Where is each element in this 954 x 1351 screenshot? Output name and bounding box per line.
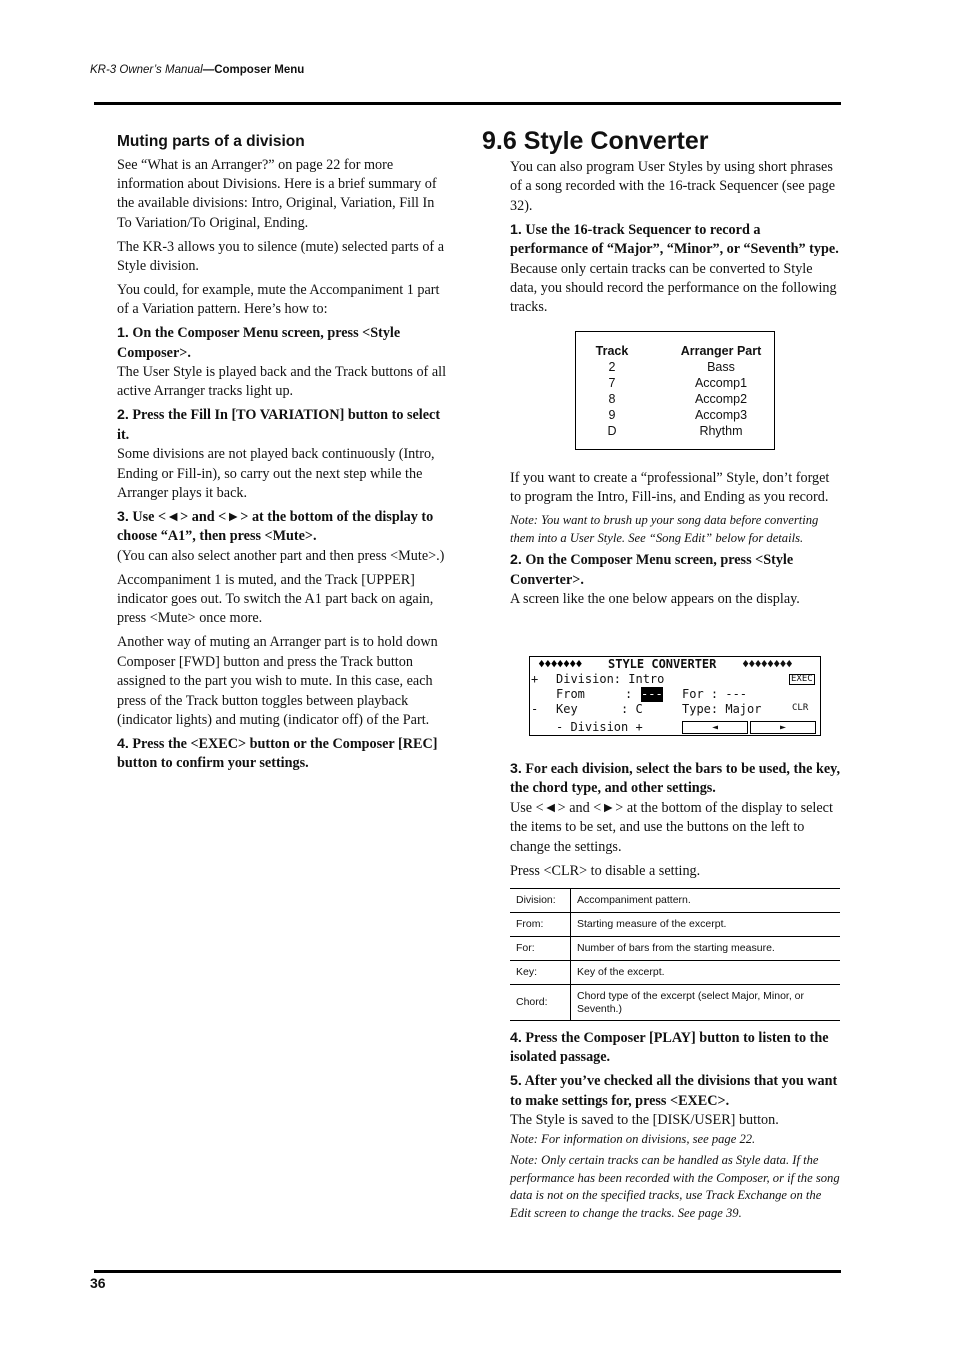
left-column (117, 132, 450, 774)
note: Note: Only certain tracks can be handled as Style data. If the performance has been recorded with the Composer, or if the song data is not on the specified tracks, use Track Exchange on the Edit screen to change the tracks. See page 39. (510, 1153, 840, 1220)
step-2: 2. Press the Fill In [TO VARIATION] button to select it. (117, 407, 441, 443)
step-3: 3. For each division, select the bars to be used, the key, the chord type, and other settings. (510, 761, 841, 797)
lcd-down-arrow: - (531, 702, 539, 716)
lcd-title-decoration: ♦♦♦♦♦♦♦ (538, 657, 582, 671)
col-header-arranger-part: Arranger Part (680, 344, 762, 358)
step-5: 5. After you’ve checked all the divisions that you want to make settings for, press <EXEC>. (510, 1073, 838, 1109)
paragraph: Press <CLR> to disable a setting. (510, 862, 701, 879)
step-2-result: Some divisions are not played back continuously (Intro, Ending or Fill-in), so carry out the next step while the Arranger plays it back. (117, 446, 435, 501)
section-heading-muting: Muting parts of a division (117, 133, 305, 150)
paragraph: You can also program User Styles by using short phrases of a song recorded with the 16-track Sequencer (see page 32). (510, 159, 835, 214)
right-column-middle (510, 469, 840, 614)
lcd-up-arrow: + (531, 672, 539, 686)
section-heading-style-converter: 9.6 Style Converter (482, 127, 709, 155)
lcd-division-selector[interactable]: - Division + (556, 720, 643, 734)
paragraph: You could, for example, mute the Accompaniment 1 part of a Variation pattern. Here’s how to: (117, 281, 440, 318)
table-row: From: Starting measure of the excerpt. (510, 913, 840, 937)
step-1-result: The User Style is played back and the Track buttons of all active Arranger tracks light up. (117, 364, 447, 400)
lcd-key-row: Key : C (556, 702, 643, 716)
track-table: Track Arranger Part 2 Bass 7 Accomp1 8 Accomp2 9 Accomp3 D Rhythm (575, 331, 775, 450)
paragraph: The KR-3 allows you to silence (mute) selected parts of a Style division. (117, 238, 444, 275)
lcd-division-row: Division: Intro (556, 672, 665, 686)
table-row: Key: Key of the excerpt. (510, 961, 840, 985)
section-title: —Composer Menu (202, 64, 305, 76)
paragraph: See “What is an Arranger?” on page 22 for more information about Divisions. Here is a brief summary of the available divisions: Intro, Original, Variation, Fill In To Variation/To Original, Ending. (117, 156, 437, 231)
step-3: 3. Use <◄> and <►> at the bottom of the display to choose “A1”, then press <Mute>. (117, 508, 434, 545)
lcd-clr-button[interactable]: CLR (792, 703, 809, 713)
table-row: Division: Accompaniment pattern. (510, 889, 840, 913)
lcd-right-button[interactable]: ► (750, 721, 816, 734)
step-1-result: Because only certain tracks can be converted to Style data, you should record the performance on the following tracks. (510, 260, 837, 316)
right-column-step3 (510, 760, 840, 885)
table-row: Chord: Chord type of the excerpt (select Major, Minor, or Seventh.) (510, 985, 840, 1021)
manual-title: KR-3 Owner’s Manual (90, 64, 203, 76)
paragraph: Another way of muting an Arranger part is to hold down Composer [FWD] button and press the Track button assigned to the part you wish to mute. In this case, each press of the Track button toggles between playback (indicator lights) and muting (indicator off) of the Part. (117, 634, 438, 728)
lcd-for-field: For : --- (682, 687, 748, 701)
step-4: 4. Press the <EXEC> button or the Composer [REC] button to confirm your settings. (117, 735, 438, 772)
paragraph: If you want to create a “professional” Style, don’t forget to program the Intro, Fill-ins, and Ending as you record. (510, 470, 830, 506)
lcd-left-button[interactable]: ◄ (682, 721, 748, 734)
lcd-from-value[interactable]: --- (641, 687, 663, 701)
settings-table (510, 888, 840, 1021)
step-4: 4. Press the Composer [PLAY] button to listen to the isolated passage. (510, 1030, 829, 1066)
lcd-type-field: Type: Major (682, 702, 762, 716)
step-3-result: (You can also select another part and then press <Mute>.) (117, 547, 445, 564)
note: Note: For information on divisions, see page 22. (510, 1131, 756, 1146)
running-header (90, 64, 304, 76)
step-1: 1. Use the 16-track Sequencer to record a performance of “Major”, “Minor”, or “Seventh” type. (510, 221, 839, 258)
step-2-result: A screen like the one below appears on the display. (510, 591, 800, 608)
lcd-title-decoration: ♦♦♦♦♦♦♦♦ (742, 657, 792, 671)
col-header-track: Track (595, 344, 629, 358)
page-number: 36 (90, 1275, 106, 1291)
step-2: 2. On the Composer Menu screen, press <Style Converter>. (510, 552, 794, 588)
right-column-top (510, 158, 840, 322)
paragraph: Accompaniment 1 is muted, and the Track [UPPER] indicator goes out. To switch the A1 part back on again, press <Mute> once more. (117, 571, 434, 627)
lcd-from-sep: : (625, 687, 633, 701)
note: Note: You want to brush up your song data before converting them into a User Style. See “Song Edit” below for details. (510, 513, 819, 545)
lcd-display (529, 656, 821, 736)
right-column-bottom (510, 1029, 840, 1226)
lcd-from-label: From (556, 687, 585, 701)
lcd-title: STYLE CONVERTER (608, 657, 717, 671)
step-1: 1. On the Composer Menu screen, press <Style Composer>. (117, 325, 401, 361)
top-rule (94, 102, 841, 105)
table-row: For: Number of bars from the starting measure. (510, 937, 840, 961)
bottom-rule (94, 1270, 841, 1273)
step-5-result: The Style is saved to the [DISK/USER] button. (510, 1112, 779, 1129)
step-3-result: Use <◄> and <►> at the bottom of the display to select the items to be set, and use the buttons on the left to change the settings. (510, 799, 833, 855)
lcd-exec-button[interactable]: EXEC (791, 674, 813, 684)
